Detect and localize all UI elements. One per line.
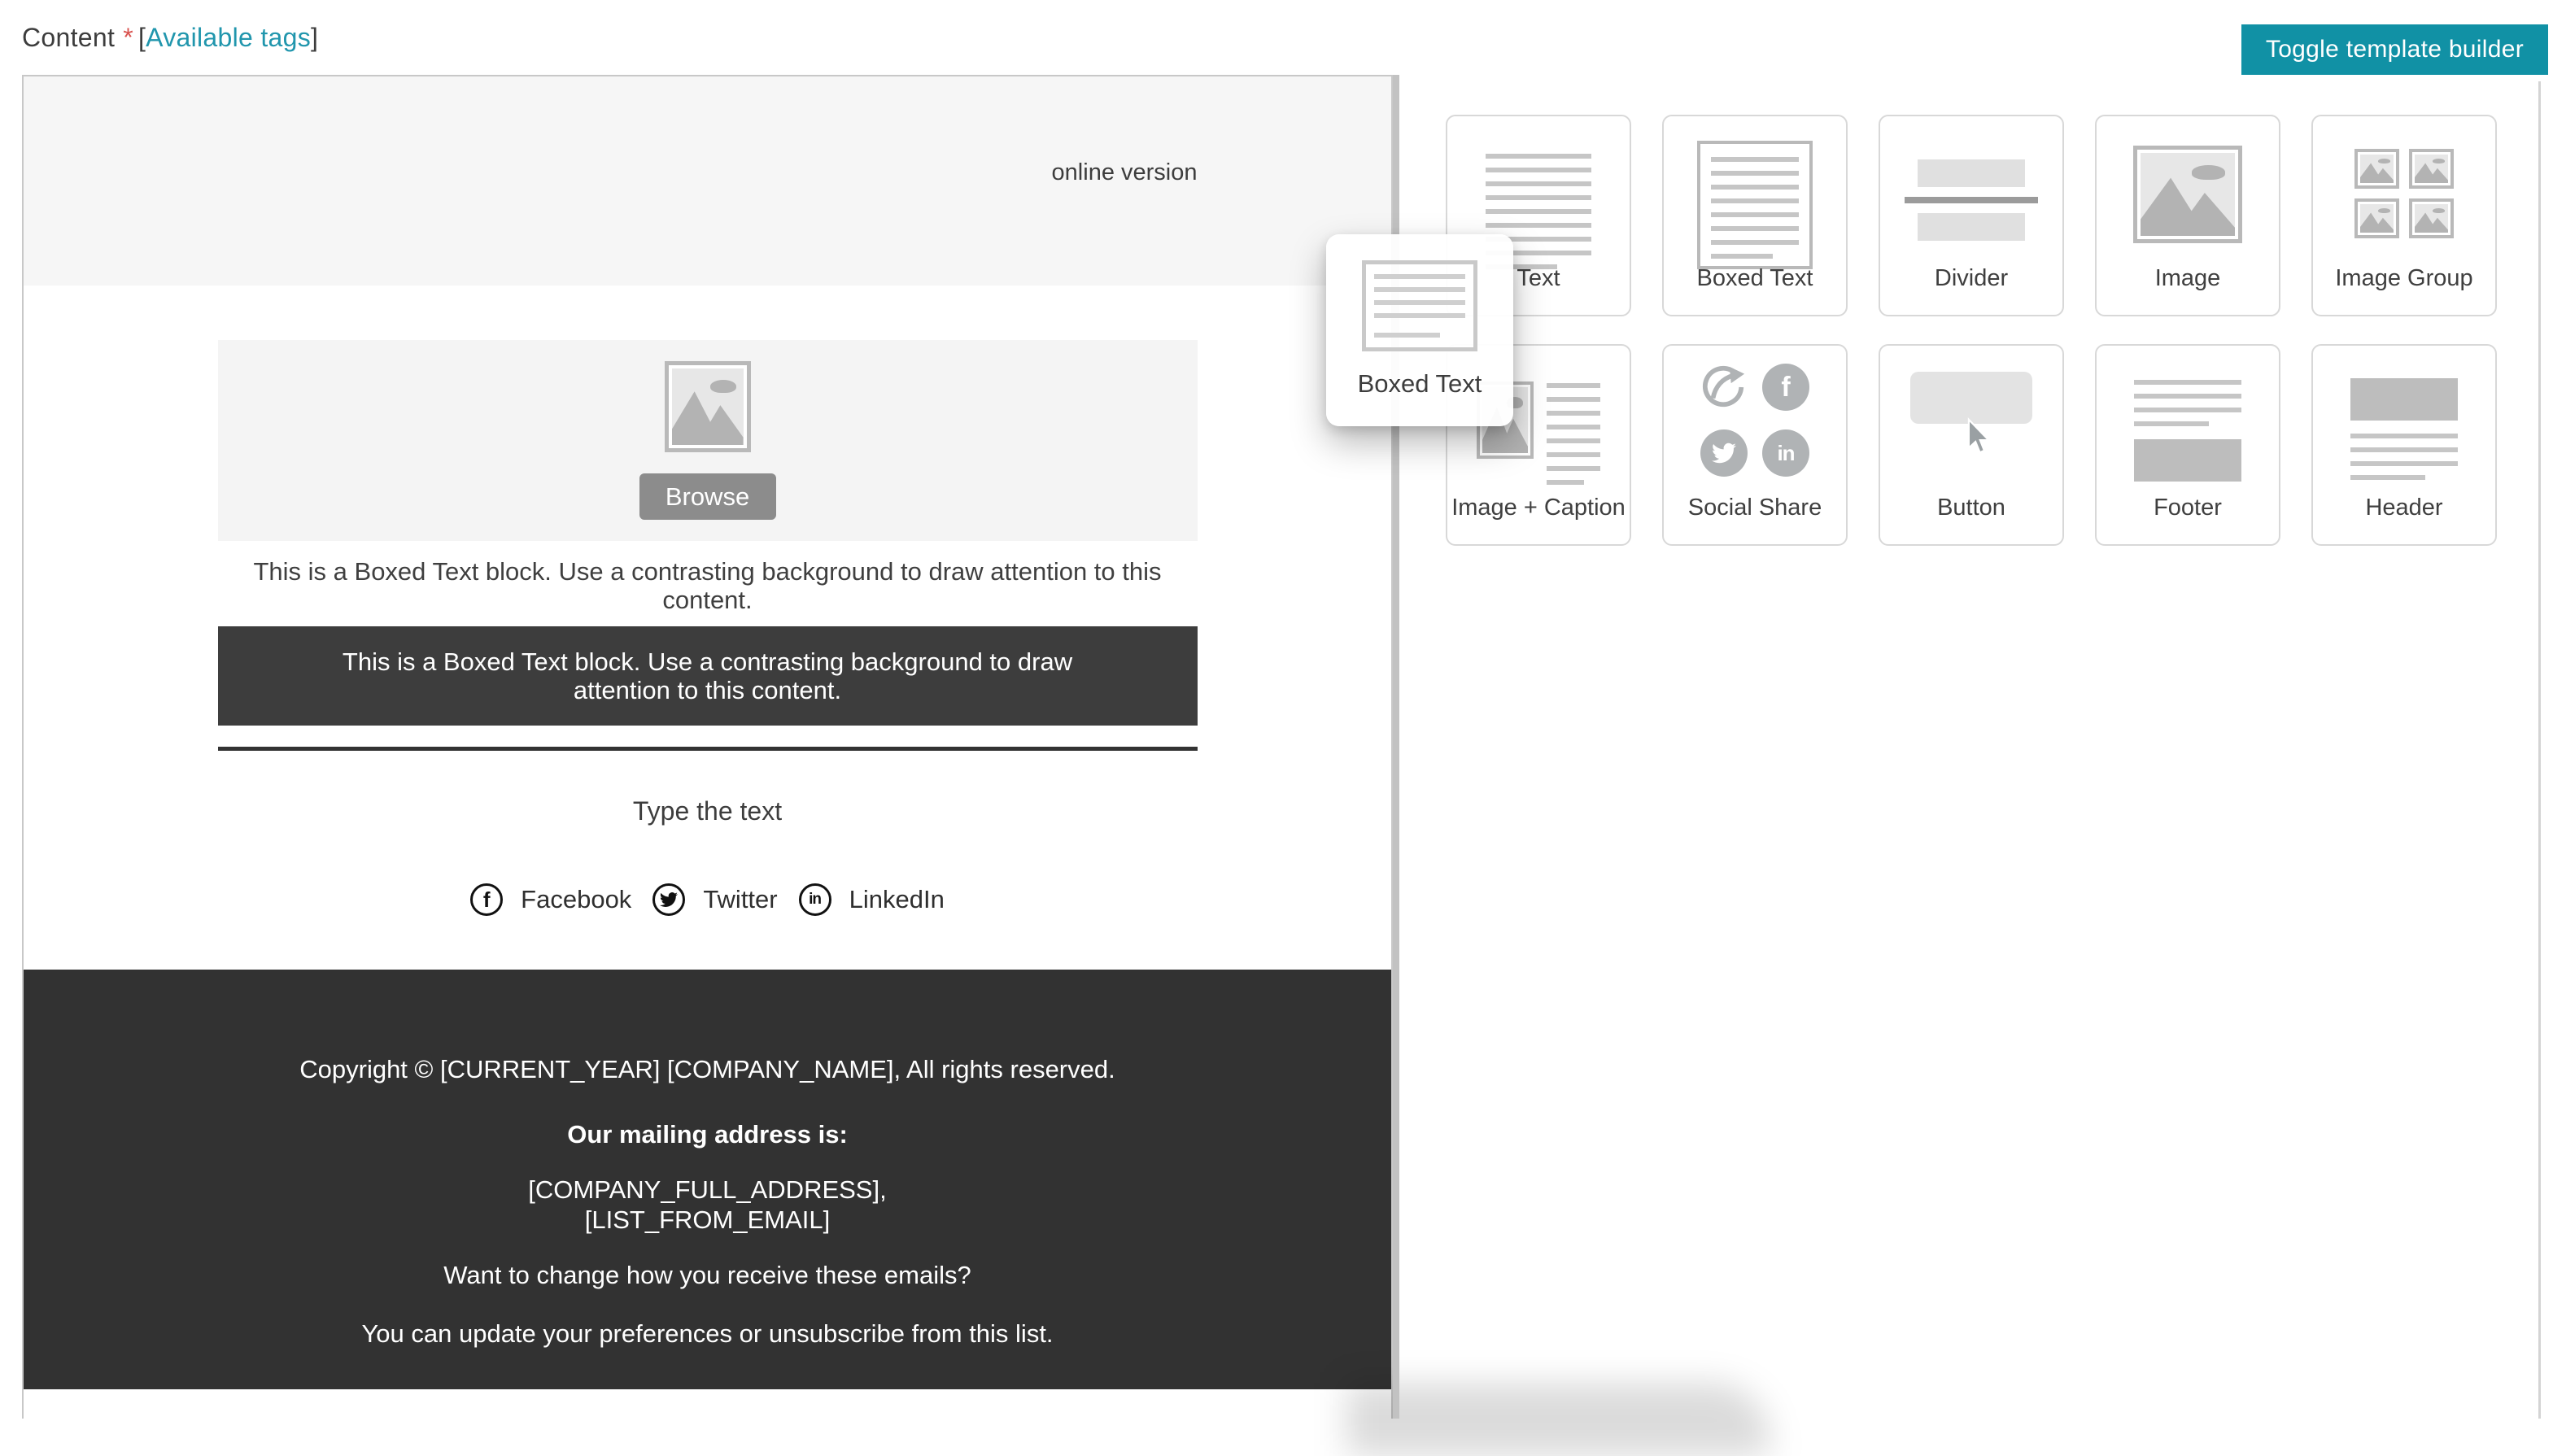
twitter-label: Twitter xyxy=(703,885,778,914)
block-card-button[interactable] xyxy=(1879,344,2064,546)
footer-mailing-heading: Our mailing address is: xyxy=(567,1120,848,1149)
block-card-label: Boxed Text xyxy=(1696,265,1813,291)
block-card-image-group[interactable] xyxy=(2311,115,2497,316)
type-text-block[interactable]: Type the text xyxy=(632,796,783,826)
block-card-boxed-text[interactable] xyxy=(1662,115,1848,316)
content-field-label xyxy=(22,23,318,53)
tags-bracket-close: ] xyxy=(311,23,319,52)
template-block-grid xyxy=(1446,115,2497,546)
block-card-image[interactable] xyxy=(2095,115,2280,316)
footer-change-line: Want to change how you receive these emails? xyxy=(443,1261,971,1290)
divider-rule-block[interactable] xyxy=(218,747,1198,751)
block-card-label: Text xyxy=(1517,265,1560,291)
twitter-icon xyxy=(652,883,685,916)
drag-ghost-label: Boxed Text xyxy=(1357,369,1482,398)
footer-copyright: Copyright © [CURRENT_YEAR] [COMPANY_NAME], All rights reserved. xyxy=(299,1055,1115,1084)
social-share-row xyxy=(24,883,1391,916)
drag-shadow-blob xyxy=(1346,1383,1770,1456)
footer-address-line-1: [COMPANY_FULL_ADDRESS], xyxy=(528,1175,887,1205)
block-card-label: Header xyxy=(2365,495,2443,521)
block-card-label: Image + Caption xyxy=(1451,495,1626,521)
button-block-icon xyxy=(1910,372,2032,424)
facebook-link[interactable] xyxy=(470,883,631,916)
block-card-label: Divider xyxy=(1934,265,2009,291)
top-bar xyxy=(0,0,2553,75)
email-preheader xyxy=(24,76,1391,286)
header-block-icon xyxy=(2350,378,2458,480)
required-asterisk: * xyxy=(123,23,133,52)
email-footer-block[interactable] xyxy=(24,970,1391,1389)
block-card-header[interactable] xyxy=(2311,344,2497,546)
block-card-divider[interactable] xyxy=(1879,115,2064,316)
twitter-link[interactable] xyxy=(652,883,777,916)
block-card-label: Button xyxy=(1937,495,2005,521)
linkedin-label: LinkedIn xyxy=(849,885,945,914)
linkedin-link[interactable] xyxy=(799,883,945,916)
facebook-icon: f xyxy=(470,883,503,916)
facebook-label: Facebook xyxy=(521,885,632,914)
block-card-footer[interactable] xyxy=(2095,344,2280,546)
block-card-label: Image Group xyxy=(2335,265,2473,291)
footer-address xyxy=(24,1175,1391,1235)
scrollbar-track-line xyxy=(2538,81,2541,1419)
block-card-label: Image xyxy=(2154,265,2221,291)
linkedin-share-icon: in xyxy=(1762,429,1809,477)
email-preview-panel xyxy=(22,75,1393,1419)
image-placeholder-block[interactable] xyxy=(218,340,1198,541)
share-arrow-icon xyxy=(1700,364,1748,415)
boxed-text-ghost-icon xyxy=(1362,260,1477,351)
image-block-icon xyxy=(2133,146,2242,243)
tags-bracket-open: [ xyxy=(137,23,146,52)
content-label: Content xyxy=(22,23,116,52)
footer-address-line-2: [LIST_FROM_EMAIL] xyxy=(584,1205,831,1234)
boxed-text-block-icon xyxy=(1697,141,1813,269)
boxed-text-dark-block[interactable]: This is a Boxed Text block. Use a contrasting background to draw attention to this content. xyxy=(218,626,1198,726)
twitter-share-icon xyxy=(1700,429,1748,477)
social-share-block-icon xyxy=(1700,364,1809,477)
available-tags-link[interactable]: Available tags xyxy=(146,23,312,52)
block-card-social-share[interactable] xyxy=(1662,344,1848,546)
image-placeholder-icon xyxy=(665,361,751,452)
drag-ghost-card xyxy=(1326,234,1513,426)
divider-block-icon xyxy=(1905,159,2038,241)
footer-update-line: You can update your preferences or unsubscribe from this list. xyxy=(361,1319,1054,1349)
browse-button[interactable]: Browse xyxy=(639,473,776,520)
linkedin-icon: in xyxy=(799,883,831,916)
toggle-template-builder-button[interactable]: Toggle template builder xyxy=(2241,24,2548,75)
facebook-share-icon: f xyxy=(1762,364,1809,411)
boxed-text-plain-block[interactable]: This is a Boxed Text block. Use a contrasting background to draw attention to this content. xyxy=(253,557,1162,615)
block-card-label: Footer xyxy=(2154,495,2222,521)
footer-block-icon xyxy=(2134,380,2241,482)
online-version-link[interactable]: online version xyxy=(1051,159,1198,185)
image-group-block-icon xyxy=(2354,149,2454,238)
block-card-label: Social Share xyxy=(1687,495,1822,521)
